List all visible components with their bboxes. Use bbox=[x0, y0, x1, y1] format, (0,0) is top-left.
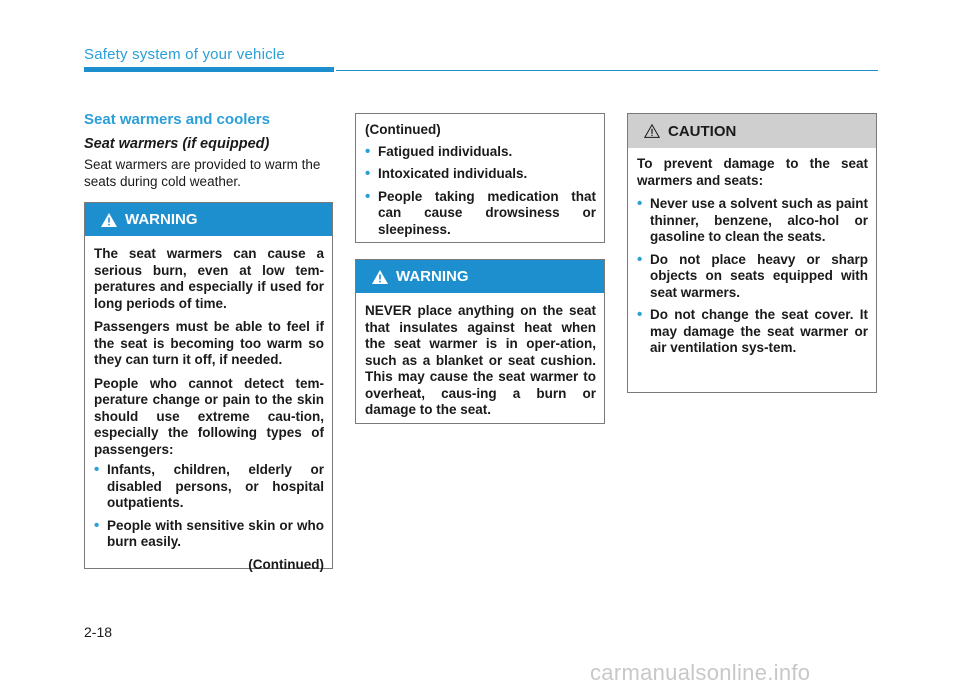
list-item: • People with sensitive skin or who burn easily. bbox=[94, 518, 324, 551]
caution-bullet-list bbox=[637, 196, 868, 357]
header-title: Safety system of your vehicle bbox=[84, 46, 285, 63]
warning-paragraph: Passengers must be able to feel if the seat is becoming too warm so they can turn it off, if needed. bbox=[94, 319, 324, 367]
warning-label: WARNING bbox=[396, 268, 469, 285]
list-item: • Do not change the seat cover. It may damage the seat warmer or air ventilation sys-tem. bbox=[637, 307, 868, 357]
warning-box-2 bbox=[355, 259, 605, 424]
list-item: • Fatigued individuals. bbox=[365, 144, 596, 161]
section-body: Seat warmers are provided to warm the seats during cold weather. bbox=[84, 157, 321, 189]
list-item: • Intoxicated individuals. bbox=[365, 166, 596, 183]
section-subtitle: Seat warmers (if equipped) bbox=[84, 136, 270, 152]
continued-heading: (Continued) bbox=[365, 122, 441, 137]
list-item: • Do not place heavy or sharp objects on seats equipped with seat warmers. bbox=[637, 252, 868, 302]
warning-content bbox=[356, 293, 604, 419]
caution-box bbox=[627, 113, 877, 393]
continued-box bbox=[355, 113, 605, 243]
caution-intro: To prevent damage to the seat warmers and seats: bbox=[637, 156, 868, 188]
caution-label: CAUTION bbox=[668, 122, 737, 140]
page-number: 2-18 bbox=[84, 624, 113, 640]
warning-bullet-list bbox=[94, 462, 324, 551]
continued-label: (Continued) bbox=[248, 556, 324, 572]
warning-triangle-icon bbox=[101, 213, 117, 227]
list-item: • Never use a solvent such as paint thinner, benzene, alco-hol or gasoline to clean the seats. bbox=[637, 196, 868, 246]
section-title: Seat warmers and coolers bbox=[84, 111, 270, 128]
list-item: • People taking medication that can cause drowsiness or sleepiness. bbox=[365, 189, 596, 239]
warning-header bbox=[356, 260, 604, 293]
caution-header bbox=[628, 114, 876, 148]
caution-content bbox=[628, 148, 876, 357]
header-rule-thick bbox=[84, 67, 334, 72]
warning-label: WARNING bbox=[125, 211, 198, 228]
warning-text: NEVER place anything on the seat that insulates against heat when the seat warmer is in oper-ation, such as a blanket or seat cushion. This may cause the seat warmer to overheat, caus-ing a burn or damage to the seat. bbox=[365, 303, 596, 417]
warning-paragraph: People who cannot detect tem-perature change or pain to the skin should use extreme cau-tion, especially the following types of passengers: bbox=[94, 375, 324, 457]
warning-paragraph: The seat warmers can cause a serious burn, even at low tem-peratures and especially if used for long periods of time. bbox=[94, 246, 324, 311]
continued-bullet-list bbox=[365, 144, 596, 239]
warning-header bbox=[85, 203, 332, 236]
watermark: carmanualsonline.info bbox=[590, 660, 811, 685]
warning-triangle-icon bbox=[372, 270, 388, 284]
header-rule-thin bbox=[336, 70, 878, 71]
warning-content bbox=[85, 236, 332, 573]
list-item: • Infants, children, elderly or disabled persons, or hospital outpatients. bbox=[94, 462, 324, 512]
warning-box-1 bbox=[84, 202, 333, 572]
continued-content bbox=[356, 114, 604, 238]
caution-triangle-icon bbox=[644, 124, 660, 138]
